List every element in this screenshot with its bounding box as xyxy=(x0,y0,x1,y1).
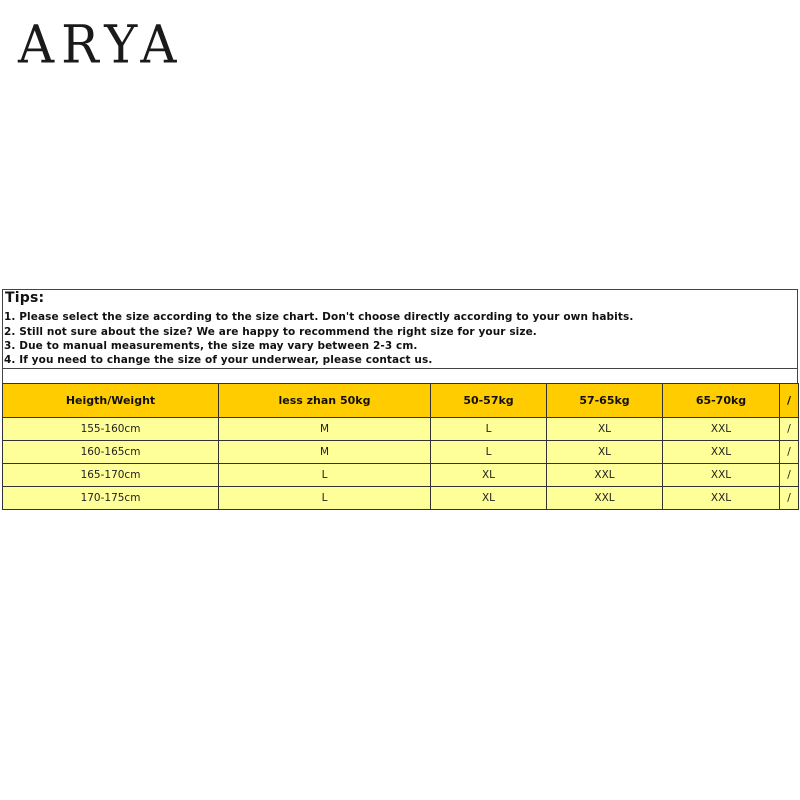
table-row xyxy=(3,441,799,464)
table-cell: XXL xyxy=(547,487,663,510)
table-cell: 170-175cm xyxy=(3,487,219,510)
table-cell: / xyxy=(780,418,799,441)
table-cell: / xyxy=(780,441,799,464)
tips-title: Tips: xyxy=(5,290,45,306)
table-cell: XL xyxy=(547,441,663,464)
header-cell: 50-57kg xyxy=(431,384,547,418)
table-cell: XL xyxy=(431,464,547,487)
table-cell: 160-165cm xyxy=(3,441,219,464)
table-cell: L xyxy=(219,487,431,510)
header-cell: less zhan 50kg xyxy=(219,384,431,418)
tip-line-1: 1. Please select the size according to the size chart. Don't choose directly according to your own habits. xyxy=(4,311,634,323)
table-cell: L xyxy=(431,441,547,464)
size-chart-table xyxy=(2,383,799,510)
table-spacer xyxy=(2,369,798,383)
table-cell: XXL xyxy=(663,487,780,510)
header-cell: 65-70kg xyxy=(663,384,780,418)
table-cell: XXL xyxy=(663,441,780,464)
tip-line-3: 3. Due to manual measurements, the size may vary between 2-3 cm. xyxy=(4,340,418,352)
table-cell: M xyxy=(219,418,431,441)
table-header-row xyxy=(3,384,799,418)
header-cell: 57-65kg xyxy=(547,384,663,418)
table-row xyxy=(3,464,799,487)
header-cell: Heigth/Weight xyxy=(3,384,219,418)
table-cell: L xyxy=(431,418,547,441)
table-cell: M xyxy=(219,441,431,464)
table-cell: XL xyxy=(547,418,663,441)
table-cell: / xyxy=(780,464,799,487)
tip-line-2: 2. Still not sure about the size? We are happy to recommend the right size for your size. xyxy=(4,326,537,338)
table-cell: XXL xyxy=(663,418,780,441)
table-cell: / xyxy=(780,487,799,510)
table-cell: XXL xyxy=(663,464,780,487)
table-cell: 165-170cm xyxy=(3,464,219,487)
tips-box xyxy=(2,289,798,369)
table-cell: 155-160cm xyxy=(3,418,219,441)
table-cell: XXL xyxy=(547,464,663,487)
table-row xyxy=(3,487,799,510)
table-row xyxy=(3,418,799,441)
brand-logo: ARYA xyxy=(18,14,184,75)
header-cell: / xyxy=(780,384,799,418)
table-cell: L xyxy=(219,464,431,487)
tip-line-4: 4. If you need to change the size of your underwear, please contact us. xyxy=(4,354,433,366)
table-cell: XL xyxy=(431,487,547,510)
